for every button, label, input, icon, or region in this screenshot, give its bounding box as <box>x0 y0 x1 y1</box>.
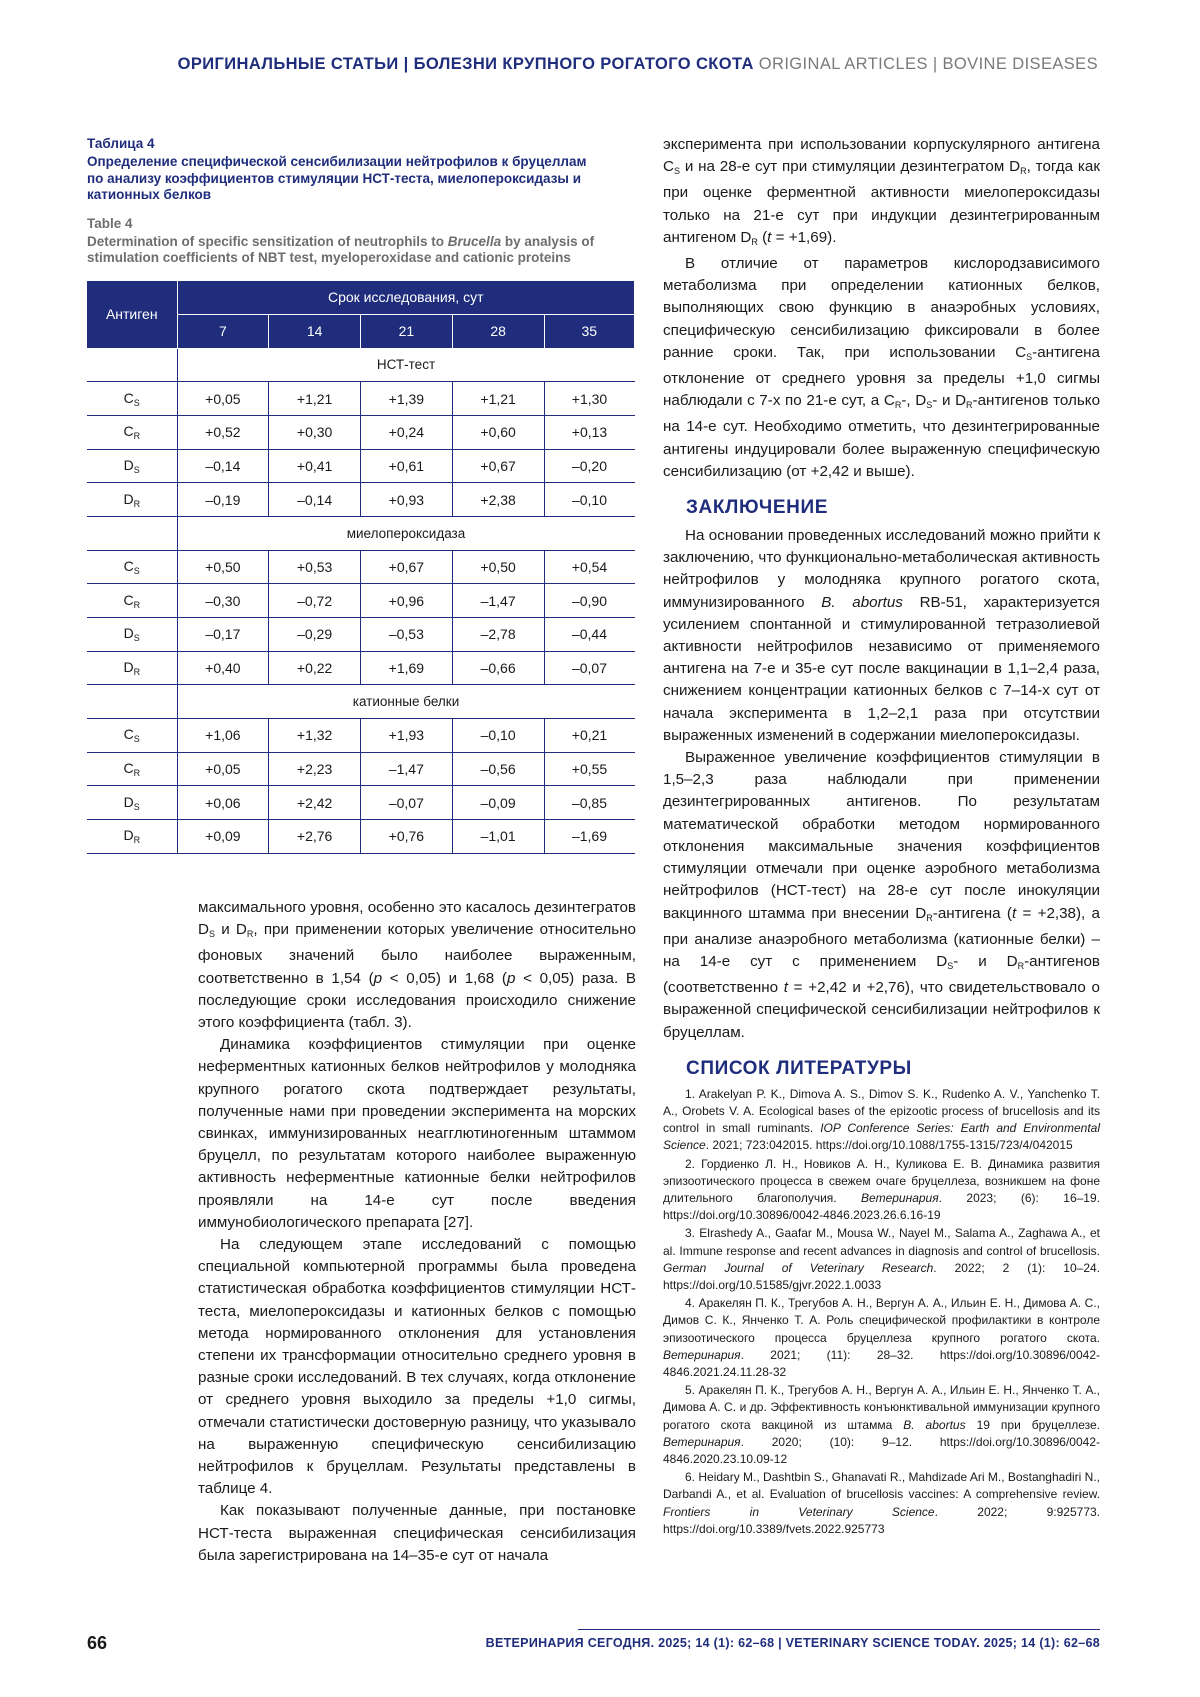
antigen-subscript: R <box>134 499 141 509</box>
value-cell: –0,07 <box>544 651 635 685</box>
header-day-7: 7 <box>177 314 269 348</box>
paragraph: Динамика коэффициентов стимуляции при оценке неферментных катионных белков нейтрофилов у молодняка крупного рогатого скота подтверждает результаты, полученные нами при проведении эксперимента на морских свинках, иммунизированных неагглютиногенным штаммом бруцелл, по результатам которого наиболее выраженную активность неферментные катионные белки нейтрофилов проявляли на 14-е сут после введения иммунобиологического препарата [27]. <box>198 1034 636 1234</box>
text-run: 5. Аракелян П. К., Трегубов А. Н., Вергун А. А., Ильин Е. Н., Янченко Т. А., Димова А. С. и др. Эффективность конъюнктивальной иммунизации крупного рогатого скота вакциной из штамма <box>663 1383 1100 1431</box>
text-run: ( <box>758 229 767 246</box>
value-cell: +1,32 <box>269 719 361 753</box>
value-cell: –0,19 <box>177 483 269 517</box>
antigen-subscript: R <box>134 431 141 441</box>
antigen-cell <box>87 550 177 584</box>
paragraph <box>663 747 1100 1044</box>
value-cell: +0,05 <box>177 752 269 786</box>
table-label-en: Table 4 <box>87 216 635 231</box>
text-run: = +1,69). <box>771 229 836 246</box>
value-cell: –0,07 <box>361 786 453 820</box>
running-head-en: ORIGINAL ARTICLES | BOVINE DISEASES <box>759 55 1098 73</box>
reference-item <box>663 1469 1100 1538</box>
value-cell: +0,67 <box>452 449 544 483</box>
value-cell: +0,40 <box>177 651 269 685</box>
text-run: -антигенов только на 14-е сут. Необходимо отметить, что дезинтегрированные антигены индуцировали более выраженную специфическую сенсибилизацию (от +2,42 и выше). <box>663 392 1100 480</box>
value-cell: –0,14 <box>269 483 361 517</box>
value-cell: +0,24 <box>361 415 453 449</box>
section-row <box>87 516 635 550</box>
table-body <box>87 348 635 853</box>
value-cell: +2,42 <box>269 786 361 820</box>
subscript: R <box>926 913 933 923</box>
text-run: -антигена ( <box>933 905 1012 922</box>
value-cell: –0,56 <box>452 752 544 786</box>
value-cell: –0,17 <box>177 618 269 652</box>
text-run: -антигенов (соответственно <box>663 953 1100 996</box>
antigen-subscript: S <box>134 398 140 408</box>
value-cell: –0,09 <box>452 786 544 820</box>
reference-item <box>663 1156 1100 1225</box>
antigen-cell <box>87 584 177 618</box>
text-run: RB-51, характеризуется усилением спонтанной и стимулированной тетразолиевой активности нейтрофилов независимо от применяемого антигена на 7-е и 35-е сут после вакцинации в 1,1–2,4 раза, снижением концентрации катионных белков с 7–14-х сут от начала эксперимента в 1,2–2,1 раза при отсутствии выраженных изменений в содержании миелопероксидазы. <box>663 594 1100 744</box>
italic-run: German Journal of Veterinary Research <box>663 1261 933 1275</box>
paragraph <box>198 897 636 1034</box>
antigen-cell <box>87 752 177 786</box>
header-day-21: 21 <box>361 314 453 348</box>
table-row <box>87 584 635 618</box>
italic-run: Ветеринария <box>663 1435 741 1449</box>
header-antigen: Антиген <box>87 280 177 348</box>
value-cell: –0,72 <box>269 584 361 618</box>
antigen-letter: D <box>124 794 134 810</box>
italic-run: t <box>767 229 771 246</box>
text-run: На основании проведенных исследований можно прийти к заключению, что функционально-метаболическая активность нейтрофилов у молодняка крупного рогатого скота, иммунизированного <box>663 527 1100 611</box>
subscript: S <box>209 929 215 939</box>
value-cell: +0,54 <box>544 550 635 584</box>
paragraph: На следующем этапе исследований с помощью специальной компьютерной программы была проведена статистическая обработка коэффициентов стимуляции НСТ-теста, миелопероксидазы и катионных белков с помощью метода нормированного отклонения для установления степени их трансформации относительно среднего уровня в разные сроки исследований. В тех случаях, когда отклонение от среднего уровня выходило за пределы +1,0 сигмы, отмечали статистически достоверную разницу, что указывало на выраженную специфическую сенсибилизацию нейтрофилов к бруцеллам. Результаты представлены в таблице 4. <box>198 1234 636 1500</box>
subscript: R <box>895 400 902 410</box>
antigen-cell <box>87 786 177 820</box>
table-title-en-part1: Determination of specific sensitization of neutrophils to <box>87 234 448 249</box>
value-cell: –0,29 <box>269 618 361 652</box>
italic-run: B. abortus <box>903 1418 965 1432</box>
subscript: S <box>947 961 953 971</box>
value-cell: +0,41 <box>269 449 361 483</box>
value-cell: –0,53 <box>361 618 453 652</box>
value-cell: +2,76 <box>269 820 361 854</box>
text-run: = +2,42 и +2,76), что свидетельствовало о выраженной специфической сенсибилизации нейтрофилов к бруцеллам. <box>663 979 1100 1040</box>
table-row <box>87 786 635 820</box>
section-blank-cell <box>87 685 177 719</box>
footer-divider <box>578 1629 1100 1630</box>
value-cell: +0,61 <box>361 449 453 483</box>
text-run: эксперимента при использовании корпускулярного антигена C <box>663 136 1100 175</box>
value-cell: +0,55 <box>544 752 635 786</box>
reference-item <box>663 1225 1100 1294</box>
value-cell: –1,69 <box>544 820 635 854</box>
section-blank-cell <box>87 516 177 550</box>
text-run: , при применении которых увеличение относительно фоновых значений было наиболее выраженным, соответственно в 1,54 ( <box>198 921 636 986</box>
antigen-cell <box>87 483 177 517</box>
value-cell: +0,05 <box>177 382 269 416</box>
antigen-subscript: S <box>134 566 140 576</box>
table-row <box>87 719 635 753</box>
journal-citation: ВЕТЕРИНАРИЯ СЕГОДНЯ. 2025; 14 (1): 62–68 | VETERINARY SCIENCE TODAY. 2025; 14 (1): 62–68 <box>486 1636 1100 1650</box>
text-run: - и D <box>953 953 1017 970</box>
section-blank-cell <box>87 348 177 382</box>
table-block <box>87 136 635 854</box>
italic-run: t <box>784 979 788 996</box>
left-text-column <box>198 897 636 1567</box>
text-run: и на 28-е сут при стимуляции дезинтегратом D <box>680 158 1020 175</box>
page-number: 66 <box>87 1633 107 1654</box>
antigen-subscript: R <box>134 768 141 778</box>
italic-run: p <box>374 970 382 987</box>
value-cell: –0,85 <box>544 786 635 820</box>
antigen-subscript: R <box>134 667 141 677</box>
italic-run: B. abortus <box>821 594 903 611</box>
text-run: 3. Elrashedy A., Gaafar M., Mousa W., Nayel M., Salama A., Zaghawa A., et al. Immune response and recent advances in diagnosis and control of brucellosis. <box>663 1226 1100 1257</box>
value-cell: +1,21 <box>452 382 544 416</box>
value-cell: +2,23 <box>269 752 361 786</box>
value-cell: +0,52 <box>177 415 269 449</box>
table-title-en-part2: by analysis of stimulation coefficients of NBT test, myeloperoxidase and cationic proteins <box>87 234 594 266</box>
section-row <box>87 348 635 382</box>
text-run: , тогда как при оценке ферментной активности миелопероксидазы только на 21-е сут при индукции дезинтегрированным антигеном D <box>663 158 1100 246</box>
header-day-35: 35 <box>544 314 635 348</box>
antigen-cell <box>87 415 177 449</box>
value-cell: +0,50 <box>177 550 269 584</box>
antigen-cell <box>87 382 177 416</box>
italic-run: p <box>507 970 515 987</box>
value-cell: +2,38 <box>452 483 544 517</box>
value-cell: –0,20 <box>544 449 635 483</box>
section-row <box>87 685 635 719</box>
paragraph <box>663 134 1100 253</box>
antigen-subscript: R <box>134 835 141 845</box>
reference-item <box>663 1382 1100 1468</box>
text-run: < 0,05) раза. В последующие сроки исследования происходило снижение этого коэффициента (табл. 3). <box>198 970 636 1031</box>
italic-run: t <box>1012 905 1016 922</box>
header-day-28: 28 <box>452 314 544 348</box>
reference-item <box>663 1086 1100 1155</box>
antigen-letter: D <box>123 827 133 843</box>
value-cell: +0,30 <box>269 415 361 449</box>
reference-item <box>663 1295 1100 1381</box>
table-row <box>87 820 635 854</box>
antigen-subscript: R <box>134 600 141 610</box>
antigen-letter: C <box>124 558 134 574</box>
value-cell: +0,09 <box>177 820 269 854</box>
antigen-cell <box>87 820 177 854</box>
table-row <box>87 449 635 483</box>
value-cell: +0,53 <box>269 550 361 584</box>
antigen-cell <box>87 618 177 652</box>
text-run: . 2021; 723:042015. https://doi.org/10.1088/1755-1315/723/4/042015 <box>706 1138 1073 1152</box>
value-cell: +1,30 <box>544 382 635 416</box>
text-run: 4. Аракелян П. К., Трегубов А. Н., Вергун А. А., Ильин Е. Н., Димова А. С., Димов С. К., Янченко Т. А. Роль специфической профилактики в контроле эпизоотического процесса бруцеллеза крупного рогатого скота. <box>663 1296 1100 1344</box>
antigen-subscript: S <box>134 734 140 744</box>
value-cell: –0,90 <box>544 584 635 618</box>
references-list <box>663 1086 1100 1538</box>
value-cell: –0,30 <box>177 584 269 618</box>
text-run: -, D <box>901 392 926 409</box>
table-row <box>87 651 635 685</box>
subscript: S <box>926 400 932 410</box>
text-run: В отличие от параметров кислородзависимого метаболизма при определении катионных белков, выполняющих свою функцию в анаэробных условиях, специфическую сенсибилизацию фиксировали в более ранние сроки. Так, при использовании C <box>663 255 1100 361</box>
italic-run: IOP Conference Series: Earth and Environmental Science <box>663 1121 1100 1152</box>
antigen-letter: C <box>124 726 134 742</box>
paragraph <box>663 253 1100 483</box>
text-run: - и D <box>932 392 966 409</box>
value-cell: –0,66 <box>452 651 544 685</box>
table-row <box>87 382 635 416</box>
text-run: и D <box>215 921 247 938</box>
paragraph <box>663 525 1100 747</box>
value-cell: –0,10 <box>544 483 635 517</box>
text-run: . 2022; 9:925773. https://doi.org/10.3389/fvets.2022.925773 <box>663 1505 1100 1536</box>
antigen-subscript: S <box>134 633 140 643</box>
table-row <box>87 550 635 584</box>
value-cell: +0,13 <box>544 415 635 449</box>
references-heading: СПИСОК ЛИТЕРАТУРЫ <box>686 1058 1100 1080</box>
antigen-letter: D <box>123 491 133 507</box>
antigen-letter: D <box>123 659 133 675</box>
text-run: Выраженное увеличение коэффициентов стимуляции в 1,5–2,3 раза наблюдали при применении дезинтегрированных антигенов. По результатам математической обработки методом нормированного отклонения максимальные значения коэффициентов стимуляции отмечали при оценке аэробного метаболизма нейтрофилов (НСТ-тест) на 28-е сут после инокуляции вакцинного штамма при внесении D <box>663 749 1100 921</box>
table-row <box>87 618 635 652</box>
header-period: Срок исследования, сут <box>177 280 635 314</box>
antigen-subscript: S <box>134 465 140 475</box>
value-cell: +0,67 <box>361 550 453 584</box>
conclusion-heading: ЗАКЛЮЧЕНИЕ <box>686 497 1100 519</box>
table-header-row <box>87 280 635 314</box>
running-head <box>178 55 1098 74</box>
header-day-14: 14 <box>269 314 361 348</box>
value-cell: –0,44 <box>544 618 635 652</box>
value-cell: –1,47 <box>361 752 453 786</box>
table-title-ru: Определение специфической сенсибилизации нейтрофилов к бруцеллам по анализу коэффициентов стимуляции НСТ-теста, миелопероксидазы и катионных белков <box>87 154 587 204</box>
data-table <box>87 280 635 854</box>
antigen-letter: D <box>124 625 134 641</box>
text-run: -антигена отклонение от среднего уровня за пределы +1,0 сигмы наблюдали с 7-х по 21-е сут, а C <box>663 344 1100 409</box>
antigen-letter: C <box>123 423 133 439</box>
paragraph: Как показывают полученные данные, при постановке НСТ-теста выраженная специфическая сенсибилизация была зарегистрирована на 14–35-е сут от начала <box>198 1500 636 1567</box>
value-cell: +0,93 <box>361 483 453 517</box>
value-cell: –1,47 <box>452 584 544 618</box>
text-run: 19 при бруцеллезе. <box>966 1418 1100 1432</box>
subscript: R <box>1020 166 1027 176</box>
table-title-en <box>87 234 635 267</box>
value-cell: –2,78 <box>452 618 544 652</box>
text-run: . 2023; (6): 16–19. https://doi.org/10.30896/0042-4846.2023.26.6.16-19 <box>663 1191 1100 1222</box>
value-cell: +0,76 <box>361 820 453 854</box>
subscript: R <box>247 929 254 939</box>
value-cell: +0,06 <box>177 786 269 820</box>
antigen-letter: D <box>124 457 134 473</box>
subscript: S <box>1026 352 1032 362</box>
italic-run: Frontiers in Veterinary Science <box>663 1505 935 1519</box>
value-cell: +0,50 <box>452 550 544 584</box>
antigen-cell <box>87 651 177 685</box>
value-cell: +0,21 <box>544 719 635 753</box>
text-run: < 0,05) и 1,68 ( <box>382 970 507 987</box>
table-row <box>87 483 635 517</box>
text-run: . 2020; (10): 9–12. https://doi.org/10.30896/0042-4846.2020.23.10.09-12 <box>663 1435 1100 1466</box>
value-cell: +1,39 <box>361 382 453 416</box>
text-run: = +2,38), а при анализе анаэробного метаболизма (катионные белки) – на 14-е сут с применением D <box>663 905 1100 970</box>
text-run: максимального уровня, особенно это касалось дезинтегратов D <box>198 899 636 938</box>
antigen-cell <box>87 719 177 753</box>
table-title-en-italic: Brucella <box>448 234 501 249</box>
section-label: НСТ-тест <box>177 348 635 382</box>
value-cell: +0,96 <box>361 584 453 618</box>
text-run: 6. Heidary M., Dashtbin S., Ghanavati R., Mahdizade Ari M., Bostanghadiri N., Darbandi A., et al. Evaluation of brucellosis vaccines: A comprehensive review. <box>663 1470 1100 1501</box>
antigen-subscript: S <box>134 802 140 812</box>
antigen-letter: C <box>123 760 133 776</box>
value-cell: –0,14 <box>177 449 269 483</box>
value-cell: +0,22 <box>269 651 361 685</box>
antigen-cell <box>87 449 177 483</box>
section-label: катионные белки <box>177 685 635 719</box>
text-run: . 2022; 2 (1): 10–24. https://doi.org/10.51585/gjvr.2022.1.0033 <box>663 1261 1100 1292</box>
antigen-letter: C <box>124 390 134 406</box>
value-cell: +1,21 <box>269 382 361 416</box>
subscript: S <box>674 166 680 176</box>
italic-run: Ветеринария <box>861 1191 939 1205</box>
right-text-column <box>663 134 1100 1539</box>
subscript: R <box>966 400 973 410</box>
value-cell: +1,69 <box>361 651 453 685</box>
antigen-letter: C <box>123 592 133 608</box>
value-cell: +1,06 <box>177 719 269 753</box>
table-label-ru: Таблица 4 <box>87 136 635 151</box>
value-cell: –0,10 <box>452 719 544 753</box>
text-run: 1. Arakelyan P. K., Dimova A. S., Dimov S. K., Rudenko A. V., Yanchenko T. A., Orobets V. A. Ecological bases of the epizootic process of brucellosis and its control in small ruminants. <box>663 1087 1100 1135</box>
subscript: R <box>1018 961 1025 971</box>
italic-run: Ветеринария <box>663 1348 741 1362</box>
value-cell: +0,60 <box>452 415 544 449</box>
section-label: миелопероксидаза <box>177 516 635 550</box>
running-head-ru: ОРИГИНАЛЬНЫЕ СТАТЬИ | БОЛЕЗНИ КРУПНОГО РОГАТОГО СКОТА <box>178 55 754 73</box>
subscript: R <box>751 237 758 247</box>
table-row <box>87 752 635 786</box>
value-cell: –1,01 <box>452 820 544 854</box>
text-run: 2. Гордиенко Л. Н., Новиков А. Н., Куликова Е. В. Динамика развития эпизоотического процесса в свежем очаге бруцеллеза, возникшем на фоне длительного благополучия. <box>663 1157 1100 1205</box>
text-run: . 2021; (11): 28–32. https://doi.org/10.30896/0042-4846.2021.24.11.28-32 <box>663 1348 1100 1379</box>
value-cell: +1,93 <box>361 719 453 753</box>
table-row <box>87 415 635 449</box>
